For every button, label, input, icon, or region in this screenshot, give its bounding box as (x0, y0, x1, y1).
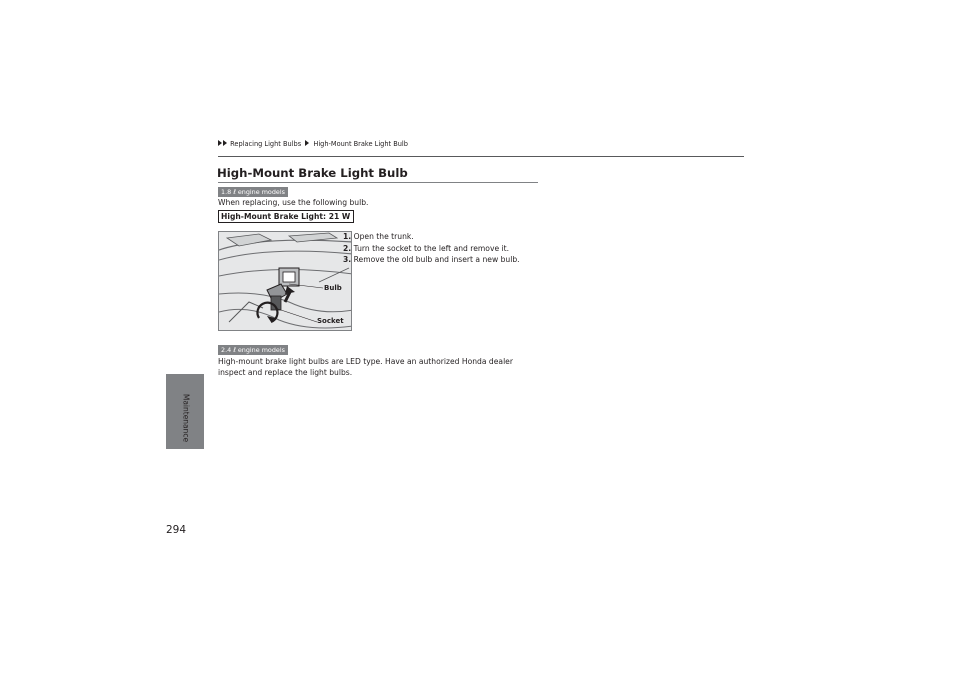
section-title: High-Mount Brake Light Bulb (217, 166, 408, 180)
engine-badge-2: 2.4 ℓ engine models (218, 345, 288, 355)
led-note: High-mount brake light bulbs are LED type. Have an authorized Honda dealer inspect and replace the light bulbs. (218, 357, 513, 377)
step-text: Remove the old bulb and insert a new bulb. (353, 255, 520, 265)
step-number: 1. (343, 232, 352, 241)
breadcrumb-current: High-Mount Brake Light Bulb (313, 140, 408, 148)
breadcrumb-separator-icon (305, 140, 309, 146)
engine-badge-1: 1.8 ℓ engine models (218, 187, 288, 197)
breadcrumb-parent[interactable]: Replacing Light Bulbs (230, 140, 302, 148)
step-text: Turn the socket to the left and remove it. (353, 243, 510, 253)
step-number: 3. (343, 255, 352, 265)
step-text: Open the trunk. (353, 232, 414, 241)
breadcrumb-arrow-icon (223, 140, 227, 146)
title-rule (218, 182, 538, 183)
page-number: 294 (166, 524, 187, 536)
intro-text: When replacing, use the following bulb. (218, 198, 369, 207)
procedure-steps (343, 231, 520, 266)
socket-callout: Socket (317, 317, 344, 325)
breadcrumb-arrow-icon (218, 140, 222, 146)
breadcrumb (218, 140, 408, 148)
step-number: 2. (343, 243, 352, 253)
step-item (343, 243, 520, 255)
header-rule (218, 156, 744, 157)
bulb-callout: Bulb (324, 284, 342, 292)
chapter-side-label: Maintenance (181, 393, 191, 443)
bulb-spec-text: High-Mount Brake Light: 21 W (221, 212, 351, 221)
step-item (343, 231, 520, 243)
brake-light-illustration (218, 231, 352, 331)
step-item (343, 254, 520, 266)
